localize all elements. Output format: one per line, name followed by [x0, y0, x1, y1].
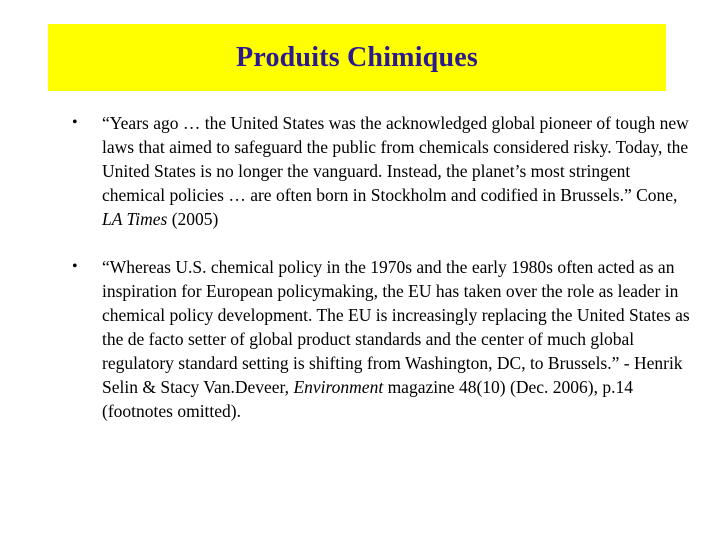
citation-text: (2005)	[167, 209, 219, 229]
source-title: LA Times	[102, 209, 168, 229]
quote-text: “Whereas U.S. chemical policy in the 1970s and the early 1980s often acted as an inspiration for European policymaking, the EU has taken over the role as leader in chemical policy development. The EU is increasingly replacing the United States as the de facto setter of global product standards and the center of much global regulatory standard setting is shifting from Washington, DC, to Brussels.” - Henrik Selin & Stacy Van.Deveer,	[102, 257, 690, 397]
bullet-list	[72, 111, 692, 423]
bullet-item-cone-quote	[72, 111, 692, 231]
source-title: Environment	[293, 377, 384, 397]
bullet-marker: •	[72, 258, 78, 275]
quote-text: “Years ago … the United States was the acknowledged global pioneer of tough new laws that aimed to safeguard the public from chemicals considered risky. Today, the United States is no longer the vanguard. Instead, the planet’s most stringent chemical policies … are often born in Stockholm and codified in Brussels.” Cone,	[102, 113, 689, 205]
slide-title-bar	[48, 24, 666, 91]
slide-title: Produits Chimiques	[236, 41, 478, 73]
citation-text: magazine 48(10) (Dec. 2006), p.14 (footnotes omitted).	[102, 377, 633, 421]
bullet-marker: •	[72, 114, 78, 131]
bullet-text	[102, 255, 692, 423]
bullet-item-selin-quote	[72, 255, 692, 423]
bullet-text	[102, 111, 692, 231]
